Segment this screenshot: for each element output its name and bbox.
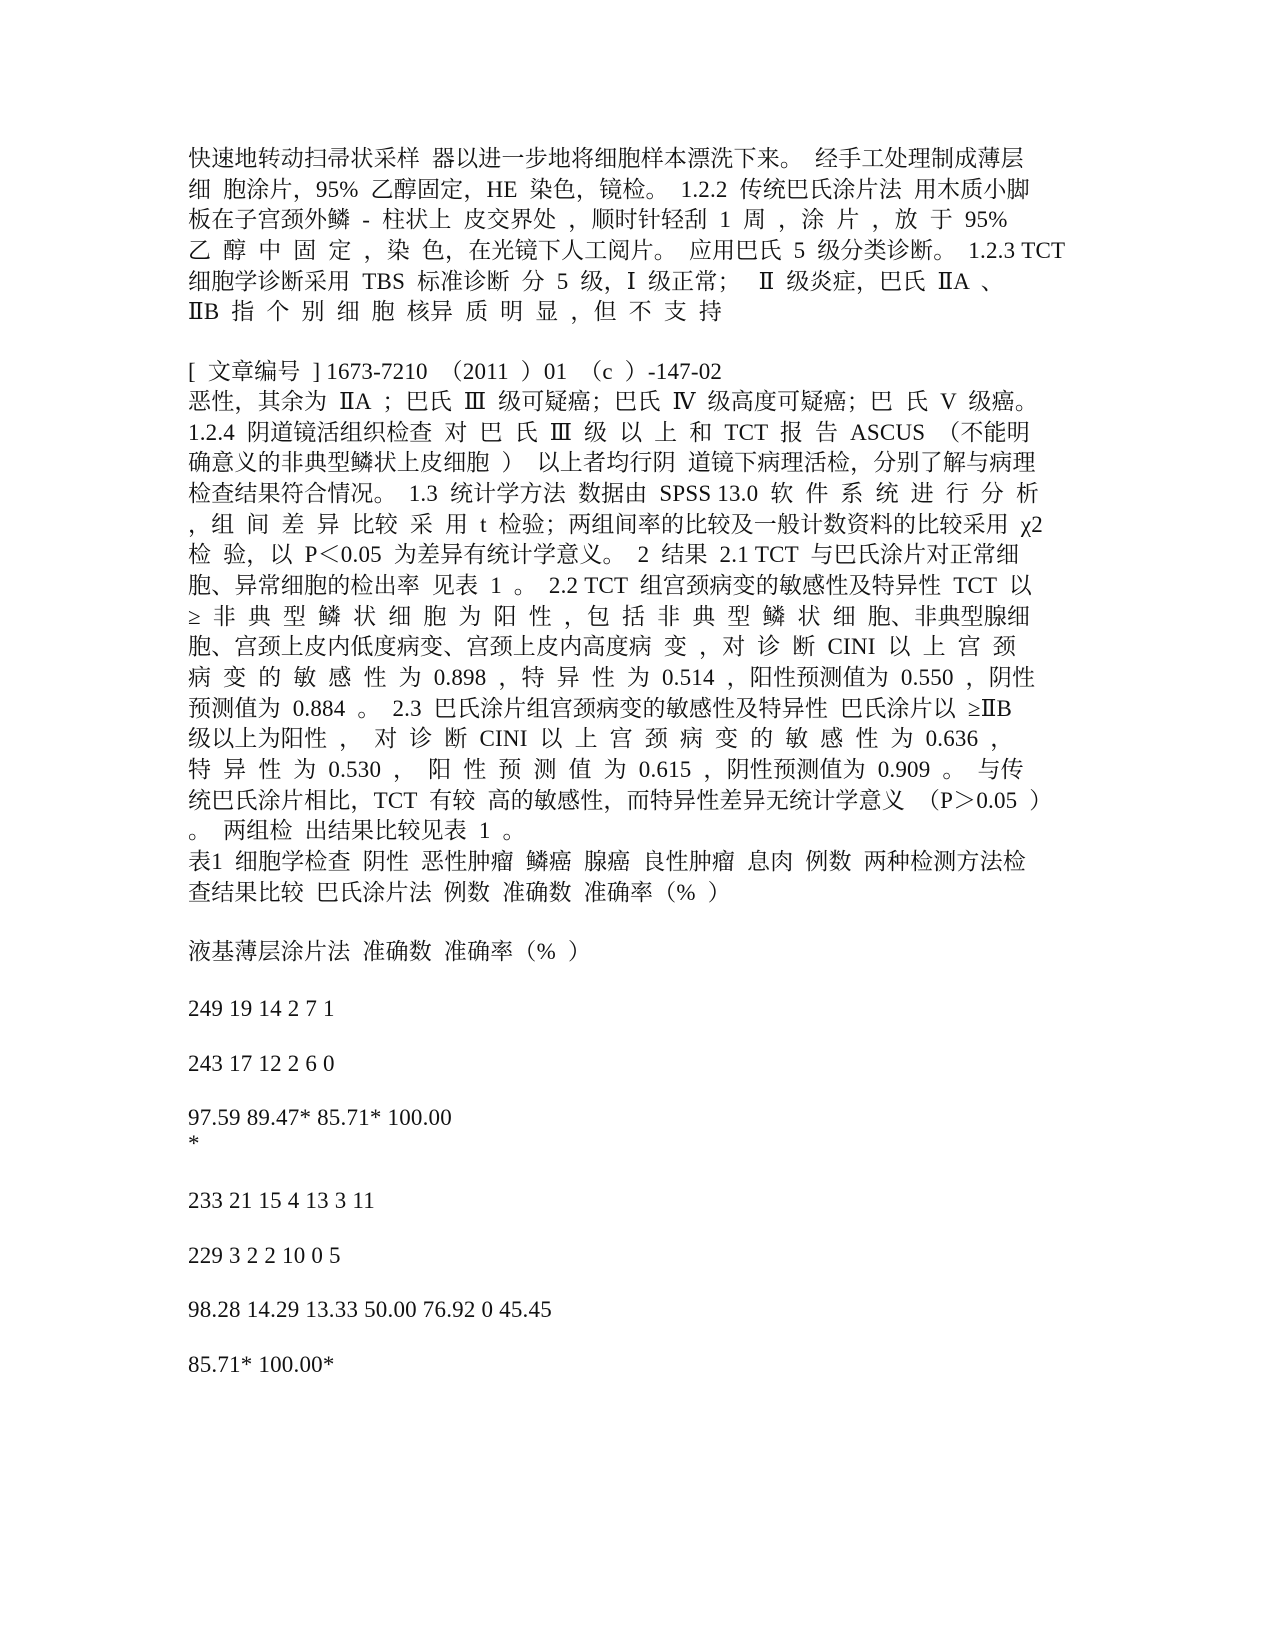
body-text-line: ⅡB 指 个 别 细 胞 核异 质 明 显 ，但 不 支 持 [188,299,723,324]
table-caption-line: 表1 细胞学检查 阴性 恶性肿瘤 鳞癌 腺癌 良性肿瘤 息肉 例数 两种检测方法检 [188,849,1026,874]
body-text-line: 乙 醇 中 固 定 ，染 色，在光镜下人工阅片。 应用巴氏 5 级分类诊断。 1.2.3 TCT [188,238,1066,263]
table-row: 液基薄层涂片法 准确数 准确率（% ） [188,939,592,964]
body-text-line: 1.2.4 阴道镜活组织检查 对 巴 氏 Ⅲ 级 以 上 和 TCT 报 告 ASCUS （不能明 [188,420,1030,445]
body-text-line: 板在子宫颈外鳞 - 柱状上 皮交界处 ，顺时针轻刮 1 周 ，涂 片 ，放 于 95% [188,207,1008,232]
body-text-line: 恶性，其余为 ⅡA ；巴氏 Ⅲ 级可疑癌；巴氏 Ⅳ 级高度可疑癌；巴 氏 V 级癌。 [188,389,1039,414]
table-row: 229 3 2 2 10 0 5 [188,1243,341,1268]
table-row: 249 19 14 2 7 1 [188,996,335,1021]
body-text-line: 细胞学诊断采用 TBS 标准诊断 分 5 级，Ⅰ 级正常； Ⅱ 级炎症，巴氏 ⅡA 、 [188,269,1004,294]
body-text-line: 胞、异常细胞的检出率 见表 1 。 2.2 TCT 组宫颈病变的敏感性及特异性 TCT 以 [188,573,1032,598]
body-text-line: 。 两组检 出结果比较见表 1 。 [188,818,526,843]
table-row: * [188,1131,200,1156]
table-row: 98.28 14.29 13.33 50.00 76.92 0 45.45 [188,1297,552,1322]
body-text-line: 特 异 性 为 0.530 ， 阳 性 预 测 值 为 0.615 ，阴性预测值为 0.909 。 与传 [188,757,1024,782]
body-text-line: 级以上为阳性 ， 对 诊 断 CINI 以 上 宫 颈 病 变 的 敏 感 性 为 0.636 ， [188,726,1014,751]
article-number: [ 文章编号 ] 1673-7210 （2011 ）01 （c ）-147-02 [188,359,723,384]
table-row: 97.59 89.47* 85.71* 100.00 [188,1105,452,1130]
body-text-line: 预测值为 0.884 。 2.3 巴氏涂片组宫颈病变的敏感性及特异性 巴氏涂片以 ≥ⅡB [188,696,1013,721]
body-text-line: 统巴氏涂片相比，TCT 有较 高的敏感性，而特异性差异无统计学意义 （P＞0.05 ） [188,788,1053,813]
body-text-line: 检 验，以 P＜0.05 为差异有统计学意义。 2 结果 2.1 TCT 与巴氏涂片对正常细 [188,542,1020,567]
table-caption-line: 查结果比较 巴氏涂片法 例数 准确数 准确率（% ） [188,880,731,905]
body-text-line: ≥ 非 典 型 鳞 状 细 胞 为 阳 性 ，包 括 非 典 型 鳞 状 细 胞、非典型腺细 [188,604,1031,629]
body-text-line: 胞、宫颈上皮内低度病变、宫颈上皮内高度病 变 ，对 诊 断 CINI 以 上 宫 颈 [188,634,1016,659]
body-text-line: 检查结果符合情况。 1.3 统计学方法 数据由 SPSS 13.0 软 件 系 统 进 行 分 析 [188,481,1040,506]
body-text-line: ，组 间 差 异 比较 采 用 t 检验；两组间率的比较及一般计数资料的比较采用 χ2 [188,512,1043,537]
body-text-line: 确意义的非典型鳞状上皮细胞 ） 以上者均行阴 道镜下病理活检，分别了解与病理 [188,450,1036,475]
body-text-line: 细 胞涂片，95% 乙醇固定，HE 染色，镜检。 1.2.2 传统巴氏涂片法 用木质小脚 [188,177,1030,202]
body-text-line: 快速地转动扫帚状采样 器以进一步地将细胞样本漂洗下来。 经手工处理制成薄层 [188,146,1024,171]
table-row: 243 17 12 2 6 0 [188,1051,335,1076]
table-row: 85.71* 100.00* [188,1352,335,1377]
body-text-line: 病 变 的 敏 感 性 为 0.898 ，特 异 性 为 0.514 ，阳性预测值为 0.550 ，阴性 [188,665,1036,690]
table-row: 233 21 15 4 13 3 11 [188,1188,375,1213]
